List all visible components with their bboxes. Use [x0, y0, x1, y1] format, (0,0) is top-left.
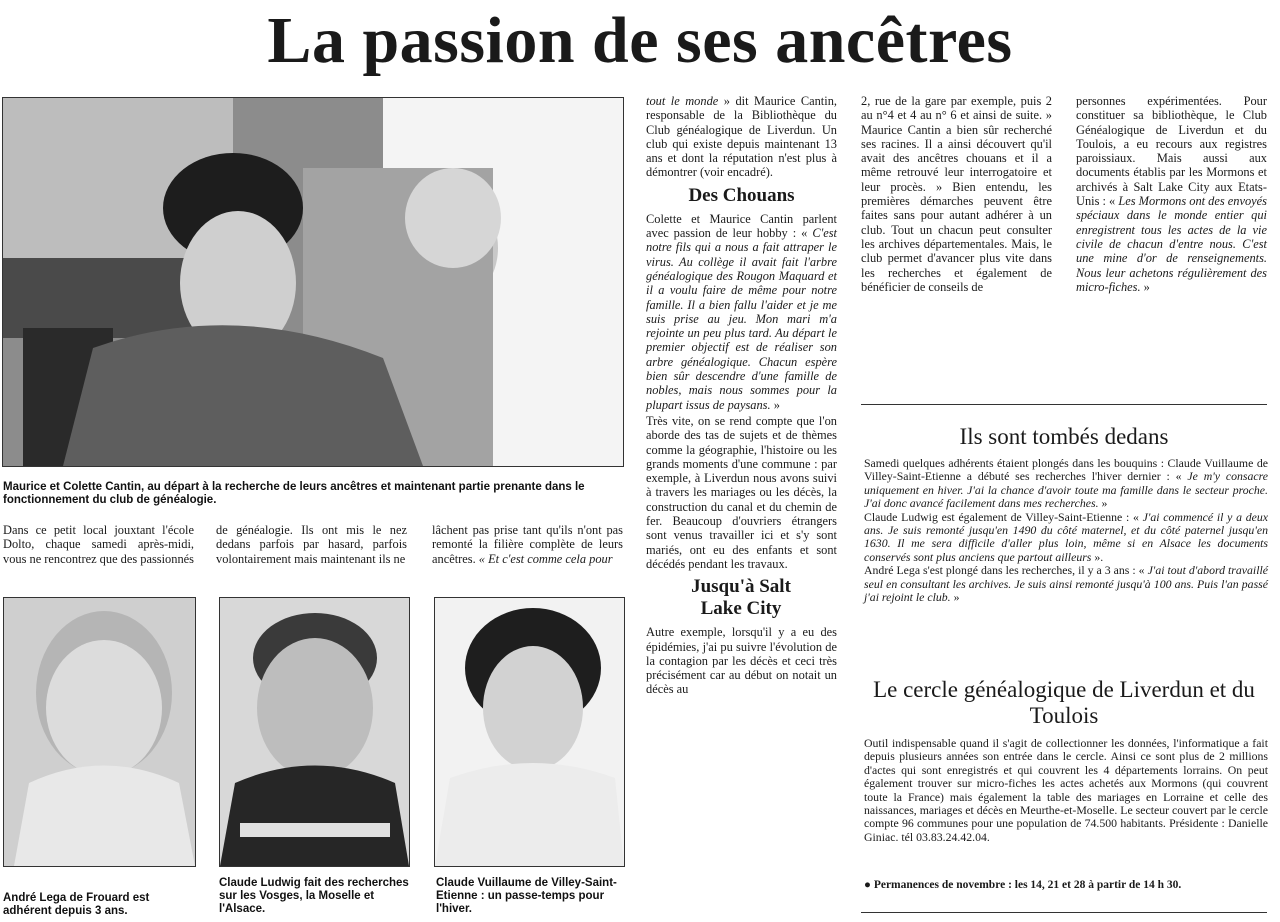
- intro-col-3: [432, 523, 623, 566]
- col-6-quote: Les Mormons ont des envoyés spéciaux dans le monde entier qui enregistrent tous les actes de la vie civile de chacun d'entre nous. C'est une mine d'or de renseignements. Nous leur achetons régulièrement des micro-fiches.: [1076, 194, 1268, 294]
- subhead-salt-lake-city: Jusqu'à Salt Lake City: [691, 576, 791, 620]
- main-photo: [2, 97, 624, 467]
- box-1-para-2: [864, 511, 1268, 565]
- col-4-para-1: [646, 94, 837, 180]
- box-1-body: [864, 457, 1268, 604]
- portrait-andre-lega: [3, 597, 196, 867]
- portrait-caption-2: Claude Ludwig fait des recherches sur les Vosges, la Moselle et l'Alsace.: [219, 877, 409, 915]
- box-1-para-1-end: »: [1098, 496, 1108, 511]
- intro-col-2: de généalogie. Ils ont mis le nez dedans parfois par hasard, parfois volontairement mais maintenant ils ne: [216, 523, 407, 566]
- col-4-para-2-quote: C'est notre fils qui a nous a fait attraper le virus. Au collège il avait fait l'arbre généalogique des Rougon Maquard et il a voulu faire de même pour notre famille. Il a bien fallu l'aider et je me suis prise au jeu. Mon mari m'a rejointe un peu plus tard. Au départ le premier objectif est de réaliser son arbre généalogique. Chacun espère bien sûr descendre d'une famille de nobles, mais nous sommes pour la plupart issus de paysans.: [646, 226, 837, 412]
- col-4-para-2-end: »: [770, 397, 780, 412]
- main-photo-caption: Maurice et Colette Cantin, au départ à la recherche de leurs ancêtres et maintenant partie prenante dans le fonctionnement du club de généalogie.: [3, 481, 585, 506]
- portrait-claude-ludwig: [219, 597, 410, 867]
- portrait-claude-vuillaume-illustration: [435, 598, 624, 866]
- col-4-para-1-text: » dit Maurice Cantin, responsable de la Bibliothèque du Club généalogique de Liverdun. Un club qui existe depuis maintenant 13 ans et dont la réputation n'est plus à démontrer (voir encadré).: [646, 94, 837, 180]
- box-1-top-rule: [861, 404, 1267, 405]
- intro-col-3-text: lâchent pas prise tant qu'ils n'ont pas remonté la filière complète de leurs ancêtres.: [432, 523, 623, 566]
- col-4-para-2-intro: Colette et Maurice Cantin parlent avec passion de leur hobby : «: [646, 211, 837, 241]
- col-6-text: personnes expérimentées. Pour constituer sa bibliothèque, le Club Généalogique de Liverdun et du Toulois, a eu recours aux registres paroissiaux. Mais aussi aux documents établis par les Mormons et archivés à Salt Lake City aux Etats-Unis : «: [1076, 94, 1267, 209]
- subhead-des-chouans: Des Chouans: [688, 184, 795, 206]
- col-4-para-4: Autre exemple, lorsqu'il y a eu des épidémies, j'ai pu suivre l'évolution de la contagion par les décès et ceci très précisément car au début on notait un décès au: [646, 625, 837, 697]
- portrait-claude-vuillaume: [434, 597, 625, 867]
- article-col-4: [646, 94, 837, 697]
- box-1-para-3-quote: J'ai tout d'abord travaillé seul en consultant les archives. Je suis ainsi remonté jusqu'à 100 ans. Puis l'an passé j'ai rejoint le club.: [864, 563, 1268, 605]
- portrait-claude-ludwig-illustration: [220, 598, 409, 866]
- box-1-para-2-quote: J'ai commencé il y a deux ans. Je suis remonté jusqu'en 1490 du côté maternel, et du côté paternel jusqu'en 1630. Il me sera difficile d'aller plus loin, même si en Alsace les documents conservés sont plus anciens que partout ailleurs: [864, 509, 1268, 564]
- main-photo-illustration: [3, 98, 623, 466]
- col-4-para-2: [646, 212, 837, 412]
- box-1-para-2-end: ».: [1091, 549, 1104, 564]
- box-1-para-1: [864, 457, 1268, 511]
- box-1-para-2-intro: Claude Ludwig est également de Villey-Saint-Etienne : «: [864, 509, 1143, 524]
- box-2-body: Outil indispensable quand il s'agit de collectionner les données, l'informatique a fait depuis plusieurs années son entrée dans le cercle. Ainsi ce sont plus de 2 millions d'actes qui sont enregistrés et qui couvrent les 4 départements lorrains. On peut également trouver sur micro-fiches les actes achetés aux Mormons (qui couvrent toute la France) mais également la table des mariages en Lorraine et celle des naissances, mariages et décès en Meurthe-et-Moselle. Le secteur couvert par le cercle compte 96 communes pour une population de 74.500 habitants. Présidente : Danielle Giniac. tél 03.83.24.42.04.: [864, 736, 1268, 844]
- box-2-footer: ● Permanences de novembre : les 14, 21 et 28 à partir de 14 h 30.: [864, 879, 1182, 891]
- portrait-andre-lega-illustration: [4, 598, 195, 866]
- intro-col-3-quote: « Et c'est comme cela pour: [478, 551, 613, 566]
- box-2-title: Le cercle généalogique de Liverdun et du Toulois: [873, 677, 1255, 728]
- box-1-para-3-end: »: [950, 590, 960, 605]
- col-4-para-1-quote: tout le monde: [646, 94, 719, 108]
- portrait-caption-3: Claude Vuillaume de Villey-Saint-Etienne : un passe-temps pour l'hiver.: [436, 877, 617, 915]
- box-1-para-1-quote: Je m'y consacre uniquement en hiver. J'ai la chance d'avoir toute ma famille dans le secteur proche. J'ai donc avancé facilement dans mes recherches.: [864, 469, 1269, 511]
- box-1-para-3-intro: André Lega s'est plongé dans les recherches, il y a 3 ans : «: [864, 563, 1148, 578]
- box-1-para-1-intro: Samedi quelques adhérents étaient plongés dans les bouquins : Claude Vuillaume de Villey-Saint-Etienne a débuté ses recherches l'hiver dernier : «: [864, 456, 1268, 484]
- col-4-para-3: Très vite, on se rend compte que l'on aborde des tas de sujets et de thèmes comme la géographie, l'histoire ou les grands moments d'une commune : par exemple, à Liverdun nous avons suivi à travers les mariages ou les décès, la construction du canal et du chemin de fer. Beaucoup d'ouvriers étrangers sont venus travailler ici et s'y sont mariés, ont eu des enfants et sont décédés pendant les travaux.: [646, 413, 837, 571]
- headline: La passion de ses ancêtres: [267, 4, 1013, 77]
- box-2-bottom-rule: [861, 912, 1267, 913]
- article-col-5: 2, rue de la gare par exemple, puis 2 au n°4 et 4 au n° 6 et ainsi de suite. » Maurice Cantin a bien sûr recherché ses racines. Il a ainsi découvert qu'il avait des ancêtres chouans et il a même retrouvé leur interrogatoire et leur procès. » Bien entendu, les premières démarches peuvent être faites sans pour autant adhérer à un club. Tout un chacun peut consulter les archives départementales. Mais, le club permet d'avancer plus vite dans les recherches et également de bénéficier de conseils de: [861, 94, 1052, 294]
- portrait-caption-1: André Lega de Frouard est adhérent depuis 3 ans.: [3, 892, 150, 917]
- box-1-title: Ils sont tombés dedans: [959, 424, 1169, 449]
- col-6-end: »: [1140, 279, 1150, 294]
- intro-col-1: Dans ce petit local jouxtant l'école Dolto, chaque samedi après-midi, vous ne rencontrez que des passionnés: [3, 523, 194, 566]
- box-1-para-3: [864, 564, 1268, 604]
- article-col-6: [1076, 94, 1267, 294]
